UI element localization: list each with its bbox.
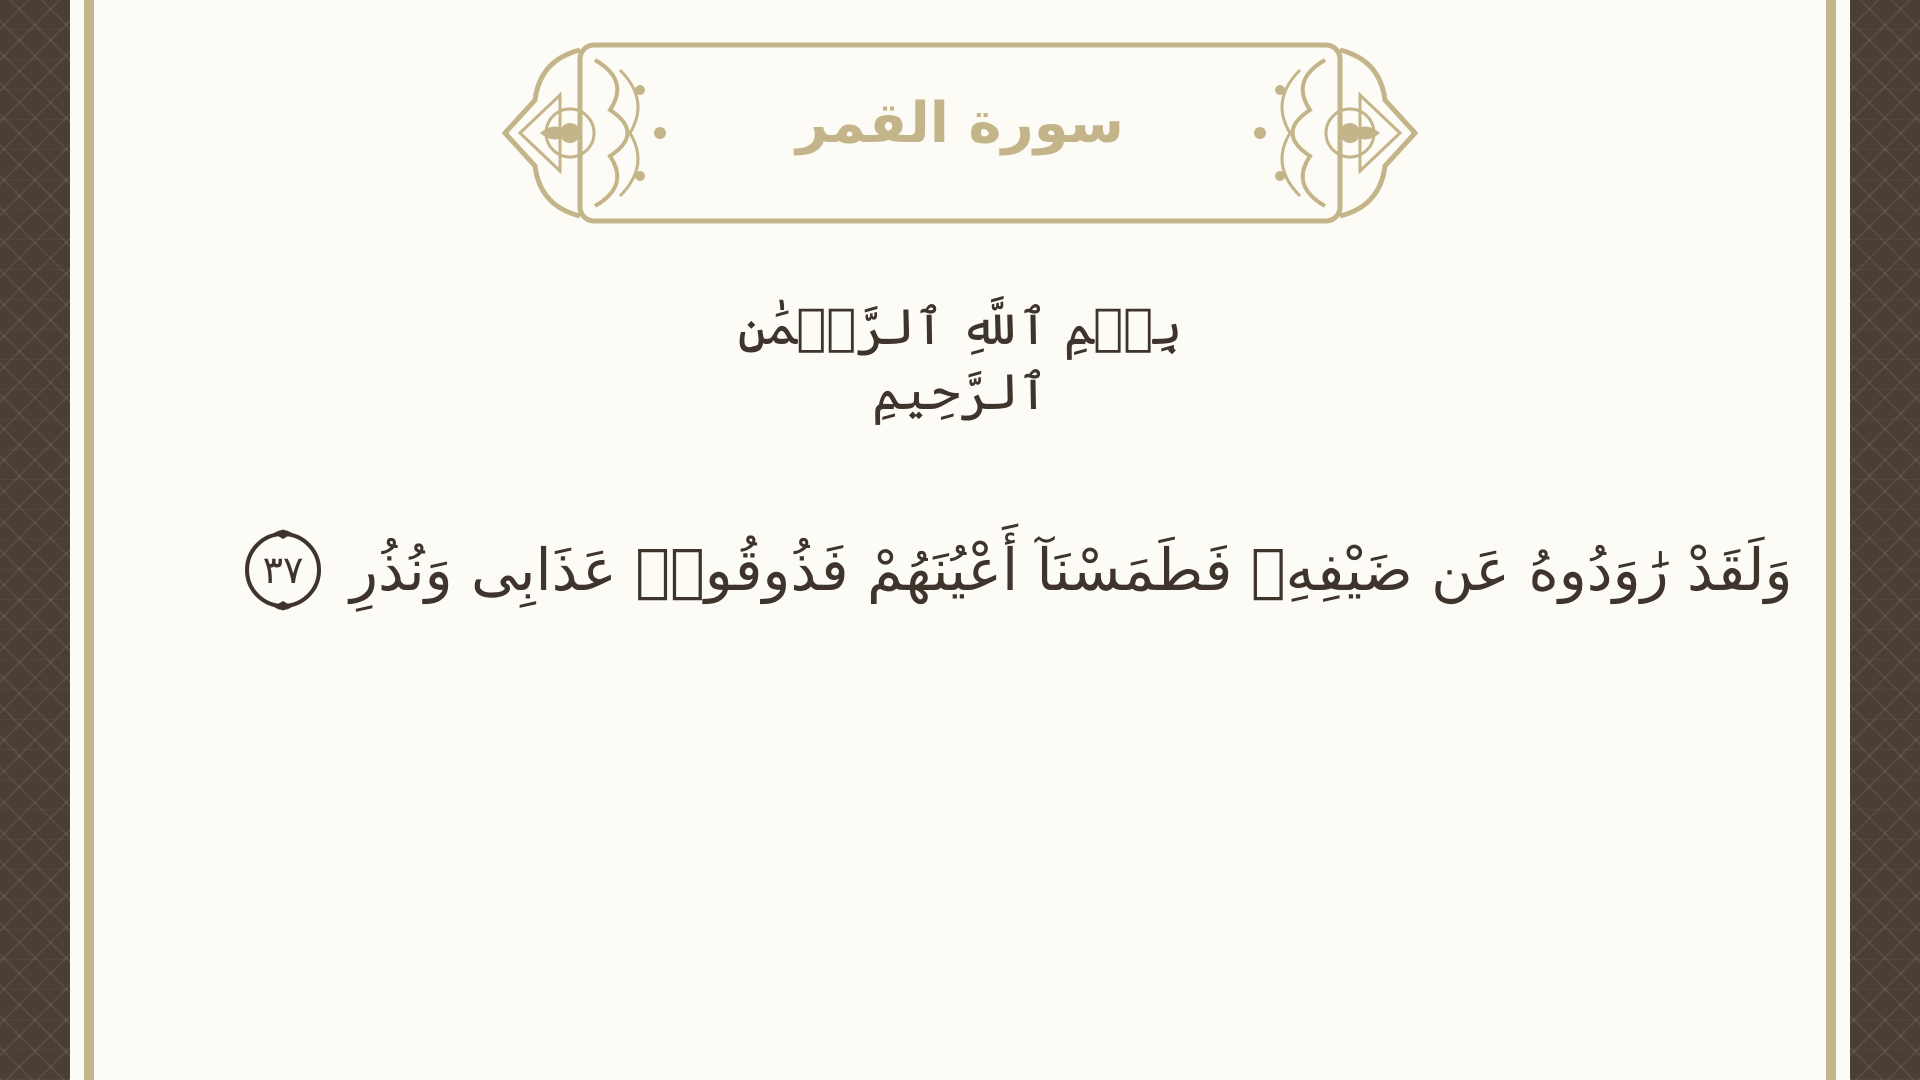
basmala: بِسۡمِ ٱللَّهِ ٱلرَّحۡمَٰنِ ٱلرَّحِيمِ	[737, 298, 1183, 421]
right-ornamental-border	[1850, 0, 1920, 1080]
right-gold-rule	[1826, 0, 1836, 1080]
left-border-gap	[70, 0, 74, 1080]
surah-header-banner	[500, 40, 1420, 230]
left-ornamental-border	[0, 0, 70, 1080]
ayah-text: وَلَقَدْ رَٰوَدُوهُ عَن ضَيْفِهِۦ فَطَمَسْنَآ أَعْيُنَهُمْ فَذُوقُوا۟ عَذَابِى وَنُذُرِ	[350, 536, 1793, 604]
right-border-gap	[1846, 0, 1850, 1080]
ayah-content	[240, 527, 1793, 613]
ayah-number: ٣٧	[262, 548, 304, 592]
ayah-line	[240, 520, 1810, 620]
surah-title: سورة القمر	[796, 91, 1124, 156]
left-gold-rule	[84, 0, 94, 1080]
ayah-end-marker	[240, 527, 326, 613]
